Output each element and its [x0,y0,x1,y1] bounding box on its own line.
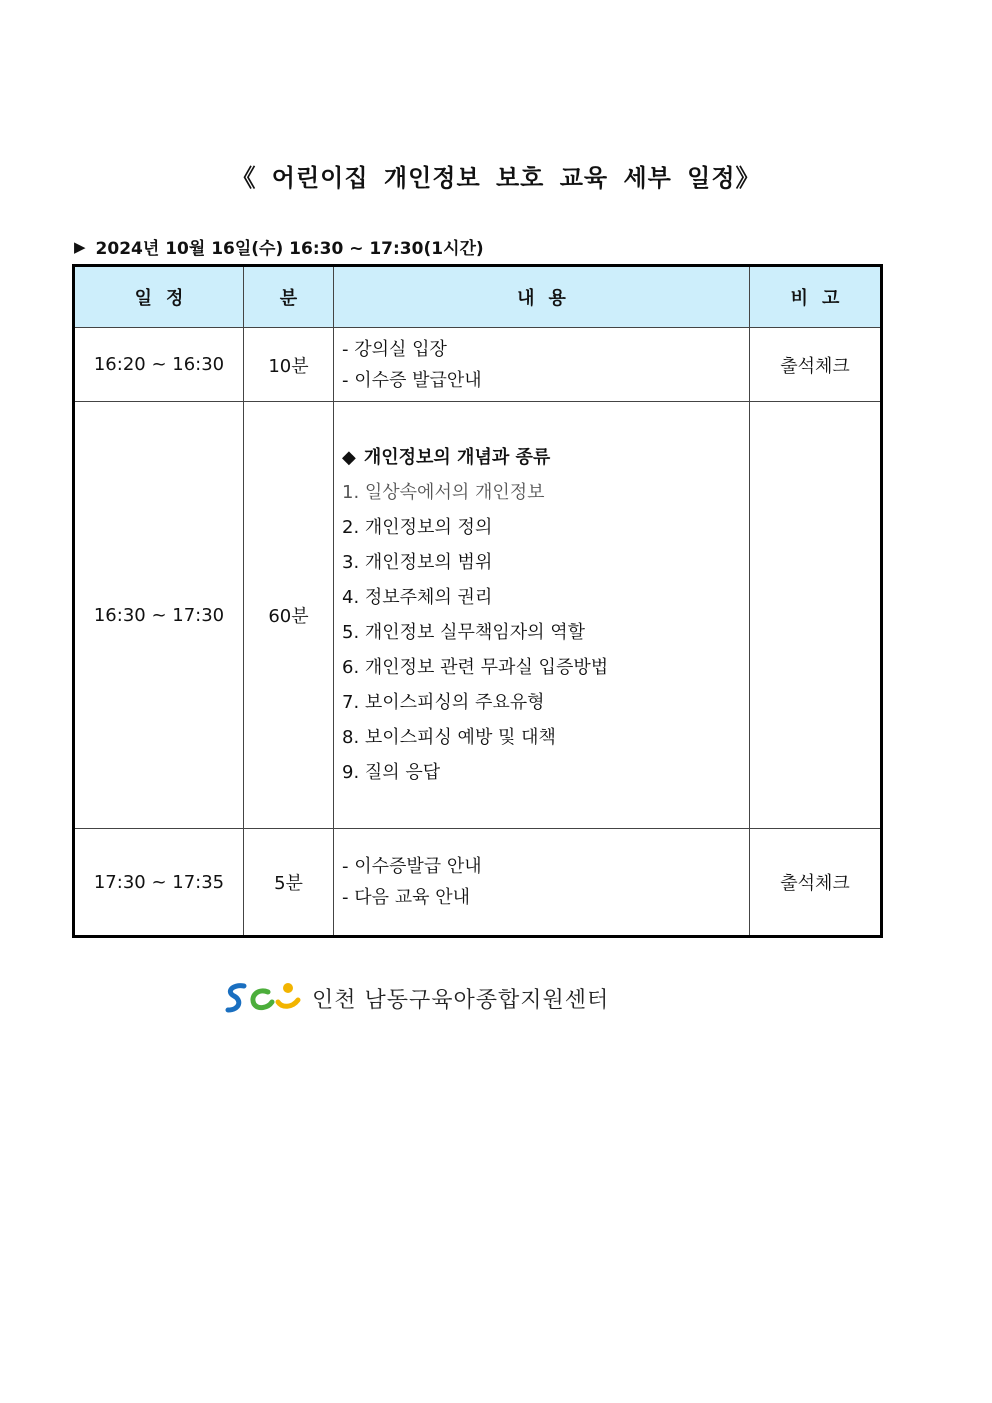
content-line: 4. 정보주체의 권리 [342,587,493,608]
header-content: 내용 [334,266,750,328]
diamond-icon: ◆ [342,447,356,468]
content-line: - 강의실 입장 [342,338,447,360]
section-heading [342,440,741,475]
content-line: 6. 개인정보 관련 무과실 입증방법 [342,657,609,678]
schedule-date-text: 2024년 10월 16일(수) 16:30 ~ 17:30(1시간) [95,239,484,259]
row-content [334,829,750,937]
row-content [334,402,750,829]
center-logo-text: 인천 남동구육아종합지원센터 [312,987,610,1013]
content-line: 9. 질의 응답 [342,762,441,783]
content-line: 5. 개인정보 실무책임자의 역할 [342,622,585,643]
content-line: 7. 보이스피싱의 주요유형 [342,692,545,713]
row-time: 16:30 ~ 17:30 [74,402,244,829]
table-row [74,402,882,829]
table-header-row [74,266,882,328]
row-time: 17:30 ~ 17:35 [74,829,244,937]
content-line: 1. 일상속에서의 개인정보 [342,482,545,503]
row-note [750,402,882,829]
row-note: 출석체크 [750,328,882,402]
schedule-date [74,234,484,259]
content-line: - 이수증 발급안내 [342,369,482,391]
row-minutes: 5분 [244,829,334,937]
center-logo [222,980,609,1016]
content-line: 2. 개인정보의 정의 [342,517,493,538]
table-row [74,829,882,937]
table-row [74,328,882,402]
header-note: 비고 [750,266,882,328]
content-line: - 다음 교육 안내 [342,887,470,908]
section-title: 개인정보의 개념과 종류 [363,447,551,468]
row-content [334,328,750,402]
header-minutes: 분 [244,266,334,328]
row-minutes: 10분 [244,328,334,402]
center-logo-icon [222,980,302,1016]
schedule-table [72,264,883,938]
content-line: 8. 보이스피싱 예방 및 대책 [342,727,556,748]
play-arrow-icon: ▶ [74,237,86,256]
row-note: 출석체크 [750,829,882,937]
content-line: - 이수증발급 안내 [342,856,482,877]
page-title: 《 어린이집 개인정보 보호 교육 세부 일정》 [231,164,761,192]
header-schedule: 일정 [74,266,244,328]
row-time: 16:20 ~ 16:30 [74,328,244,402]
row-minutes: 60분 [244,402,334,829]
content-line: 3. 개인정보의 범위 [342,552,493,573]
